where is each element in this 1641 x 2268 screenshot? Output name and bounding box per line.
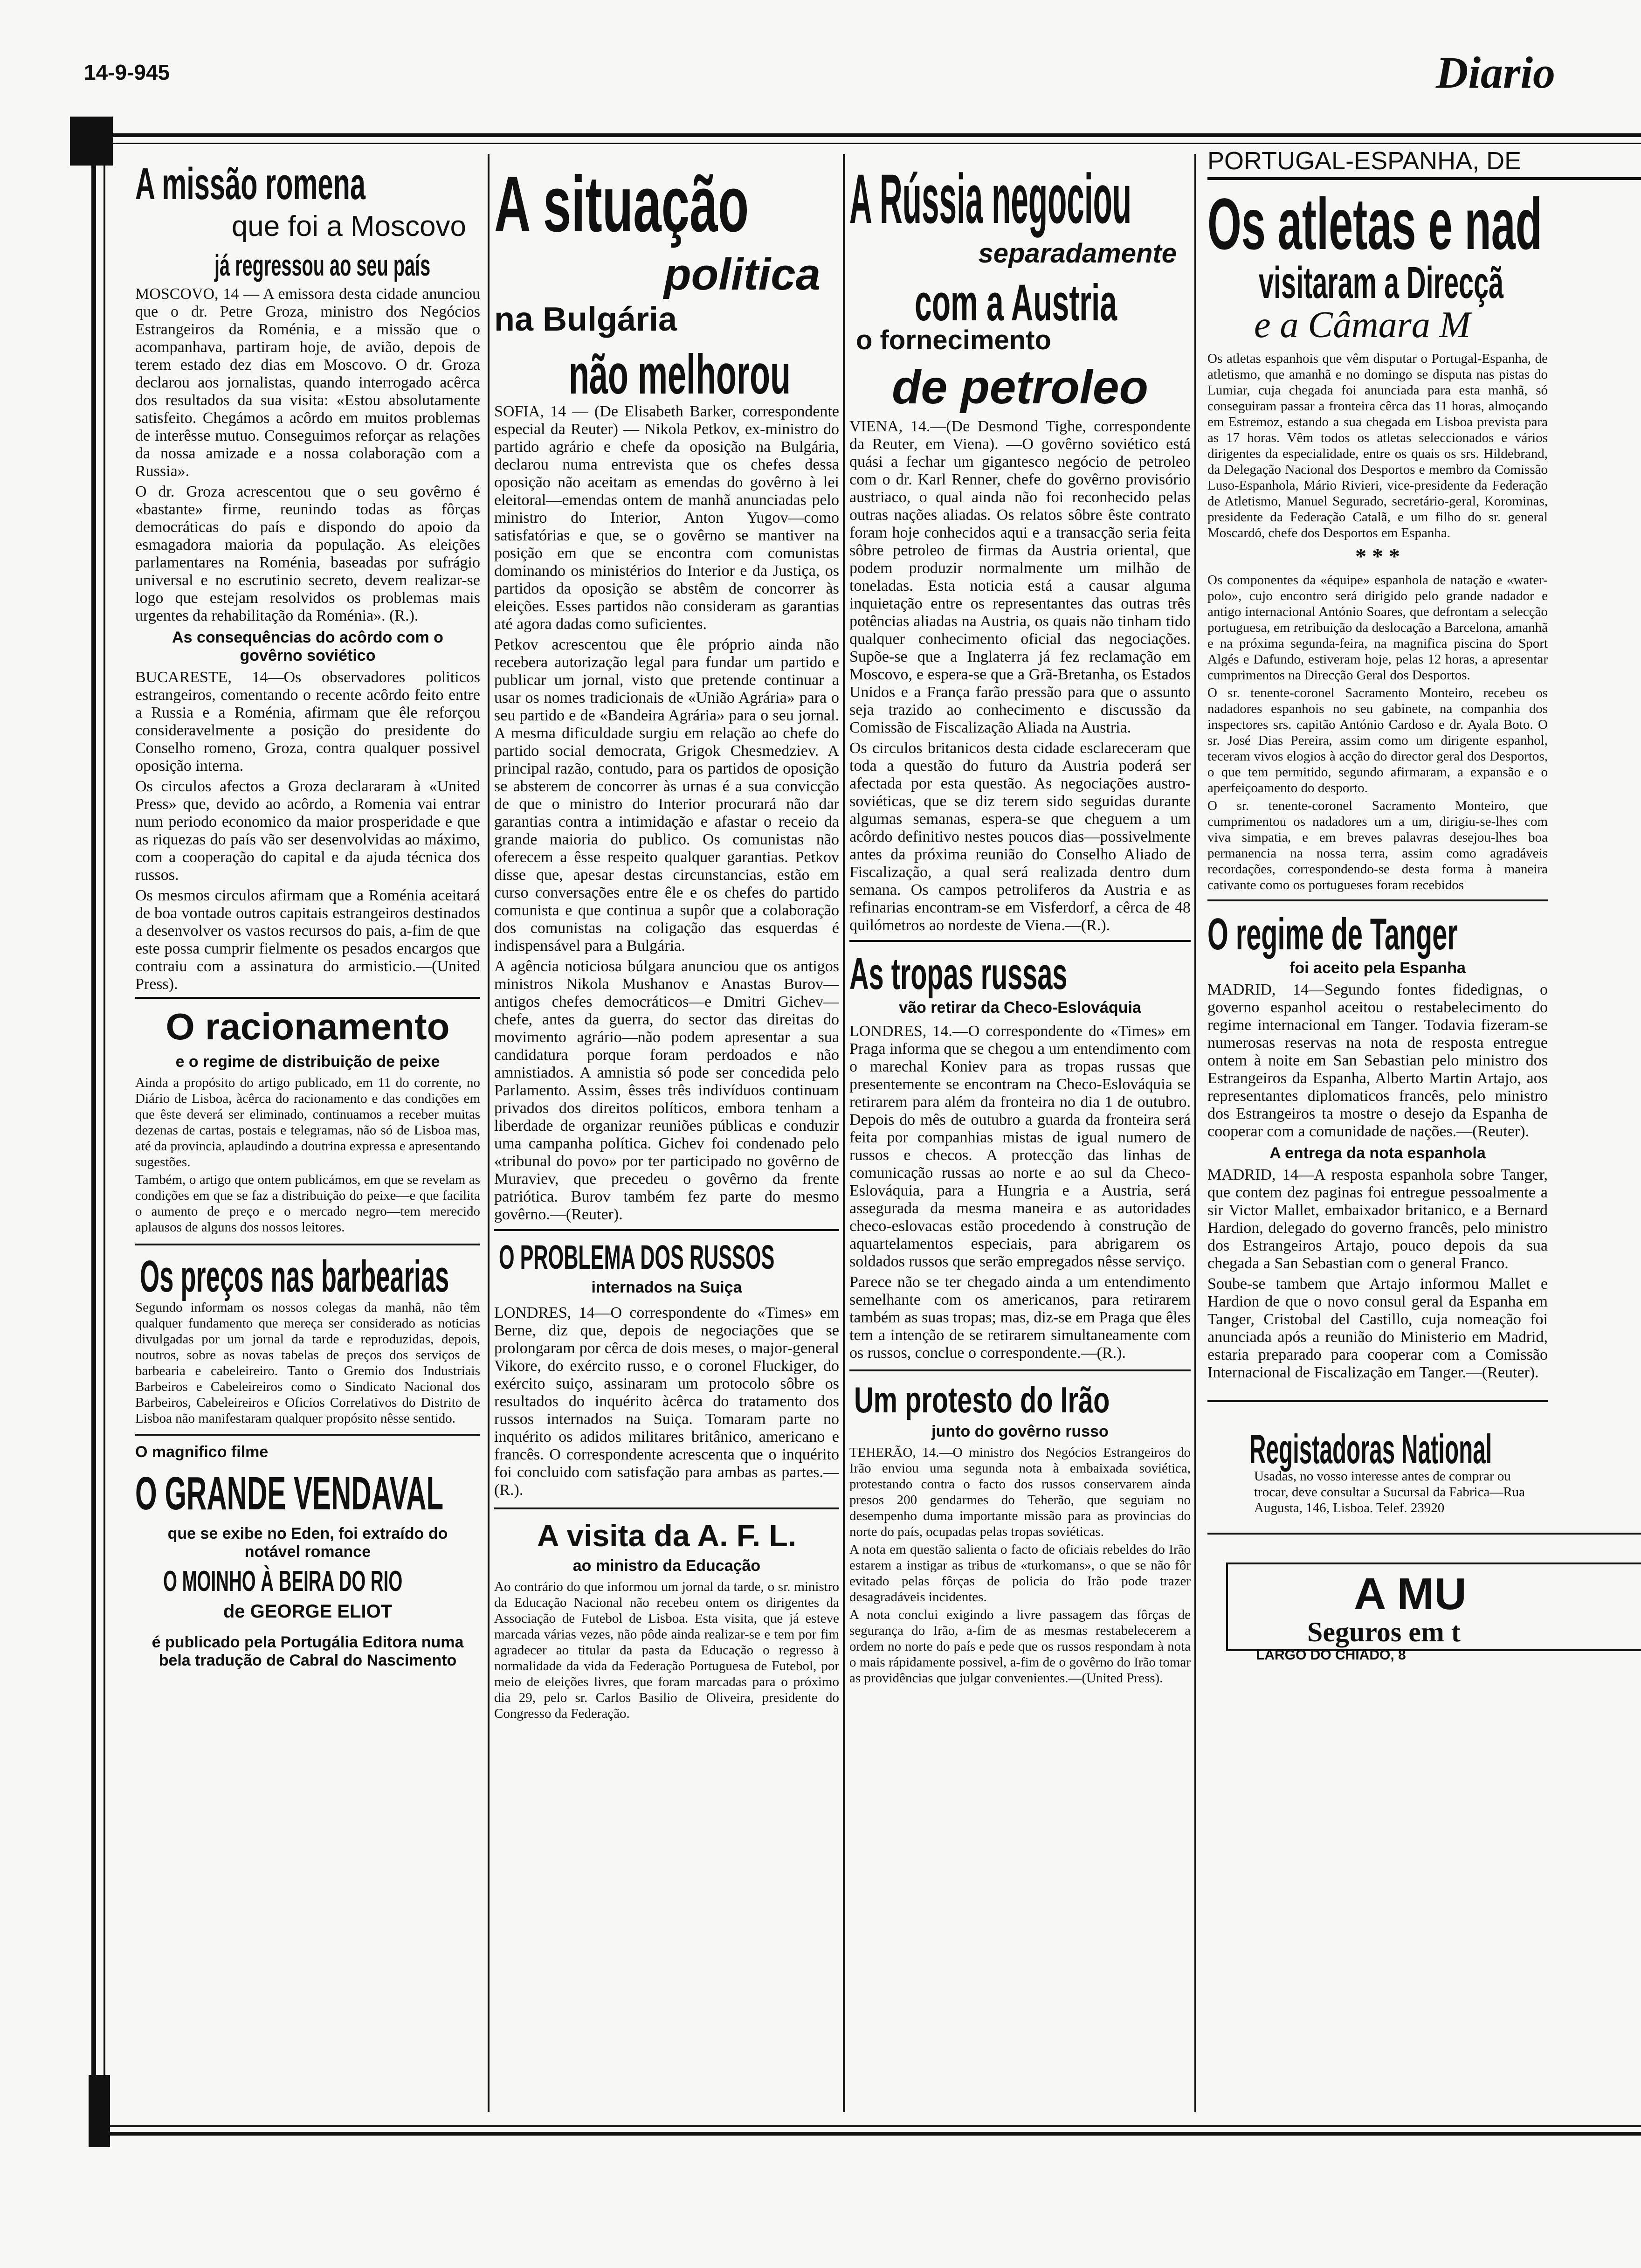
irao-body-2: A nota em questão salienta o facto de oficiais rebeldes do Irão estarem a instigar as tribus de «turkomans», o que se não fôr evitado pelas fôrças de policia do Irão pode trazer desagradáveis incidentes. <box>849 1542 1191 1604</box>
seguros-ad-title: A MU <box>1354 1569 1467 1619</box>
situacao-headline-3: na Bulgária <box>494 301 677 338</box>
left-rule-2 <box>103 163 105 2103</box>
seguros-ad-address: LARGO DO CHIADO, 8 <box>1256 1647 1406 1663</box>
situacao-headline-4: não melhorou <box>569 343 791 406</box>
barbearias-headline: Os preços nas barbearias <box>140 1252 449 1301</box>
column-1 <box>135 159 480 2122</box>
situacao-body-2: Petkov acrescentou que êle próprio ainda não recebera autorização legal para fundar um partido e publicar um jornal, visto que pretende continuar a usar os nomes tradicionais de «União Agrária» para o seu partido e de «Bandeira Agrária» para o seu jornal. A mesma dificuldade surgiu em relação ao chefe do partido social democrata, Grigok Chesmedziev. A principal razão, contudo, para os partidos de oposição se absterem de concorrer às urnas é a sua convicção de que o ministro do Interior procurará não dar garantias contra a intimidação e afastar o receio da grande maioria do publico. Os comunistas não oferecem a êsse respeito qualquer garantias. Petkov disse que, apesar destas circunstancias, estão em curso conversações entre êle e os chefes do partido comunista e que continua a supôr que a colaboração dos comunistas na coligação das esquerdas é indispensável para a Bulgária. <box>494 636 839 954</box>
registadoras-ad-title: Registadoras National <box>1249 1426 1492 1472</box>
divider <box>135 997 480 999</box>
romena-body-5: Os mesmos circulos afirmam que a Roménia aceitará de boa vontade outros capitais estrangeiros destinados a desenvolver os vastos recursos do pais, a-fim de que este possa cumprir fielmente os pesados encargos que contraiu com a assinatura do armisticio.—(United Press). <box>135 887 480 993</box>
racionamento-headline: O racionamento <box>165 1006 450 1047</box>
registadoras-ad-body: Usadas, no vosso interesse antes de comprar ou trocar, deve consultar a Sucursal da Fabrica—Rua Augusta, 146, Lisboa. Telef. 23920 <box>1254 1469 1525 1515</box>
romena-body-3: BUCARESTE, 14—Os observadores politicos estrangeiros, comentando o recente acôrdo feito entre a Russia e a Roménia, afirmam que êle reforçou consideravelmente a posição do presidente do Conselho romeno, Groza, contra qualquer possivel oposição interna. <box>135 669 480 774</box>
divider <box>849 1369 1191 1371</box>
tropas-subhead: vão retirar da Checo-Eslováquia <box>899 999 1141 1016</box>
situacao-body-1: SOFIA, 14 — (De Elisabeth Barker, correspondente especial da Reuter) — Nikola Petkov, ex-ministro do partido agrário e chefe da oposição na Bulgária, declarou numa entrevista que os chefes dessa oposição não aceitam as emendas do govêrno à lei eleitoral—emendas ontem de manhã anunciadas pelo ministro do Interior, Anton Yugov—como satisfatórias e que, se o govêrno se mantiver na posição em que se encontra com comunistas dominando os ministérios do Interior e da Justiça, os partidos da oposição se abstêm de concorrer às eleições. Esses partidos não consideram as garantias até agora dadas como suficientes. <box>494 403 839 633</box>
russia-headline-2: separadamente <box>978 238 1177 269</box>
afl-body: Ao contrário do que informou um jornal da tarde, o sr. ministro da Educação Nacional não recebeu ontem os dirigentes da Associação de Futebol de Lisboa. Esta visita, que já esteve marcada várias vezes, não pôde ainda realizar-se e tem por fim agradecer ao titular da pasta da Educação o regresso à normalidade da vida da Federação Portuguesa de Futebol, por meio de eleições livres, que foram marcadas para o próximo dia 29, pelo sr. Carlos Basilio de Oliveira, presidente do Congresso da Federação. <box>494 1579 839 1721</box>
romena-body-4: Os circulos afectos a Groza declararam à «United Press» que, devido ao acôrdo, a Romenia vai entrar num periodo economico da maior prosperidade e que as riquezas do país vão ser desenvolvidas ao máximo, com a cooperação do capital e da ajuda técnica dos russos. <box>135 778 480 884</box>
atletas-body-1: Os atletas espanhois que vêm disputar o Portugal-Espanha, de atletismo, que amanhã e no domingo se disputa nas pistas do Lumiar, cuja chegada foi anunciada para esta manhã, só conseguiram passar a fronteira cêrca das 11 horas, almoçando em Estremoz, estando a sua chegada em Lisboa prevista para as 17 horas. Vêm todos os atletas seleccionados e vários dirigentes da especialidade, entre os quais os srs. Hildebrand, da Delegação Nacional dos Desportos e membro da Comissão Luso-Espanhola, Mário Rivieri, vice-presidente da Federação de Atletismo, Manuel Segurado, secretário-geral, Korominas, presidente da Federação Catalã, e um filho do sr. general Moscardó, chefe dos Desportos em Espanha. <box>1207 351 1548 540</box>
bottom-rule-2 <box>110 2132 1641 2136</box>
atletas-body-3: O sr. tenente-coronel Sacramento Monteiro, recebeu os nadadores espanhois no seu gabinete, na companhia dos inspectores srs. capitão António Cardoso e dr. Ayala Boto. O sr. José Dias Pereira, assim como um dirigente espanhol, teceram vivos elogios à acção do director geral dos Desportos, o que tem permitido, segundo afirmaram, a expansão e o aperfeiçoamento do desporto. <box>1207 685 1548 795</box>
seguros-ad-sub: Seguros em t <box>1307 1617 1461 1647</box>
romena-body-1: MOSCOVO, 14 — A emissora desta cidade anunciou que o dr. Petre Groza, ministro dos Negócios Estrangeiros da Roménia, e a missão que o acompanhava, partiram hoje, de avião, depois de terem estado dez dias em Moscovo. O dr. Groza declarou aos jornalistas, quando interrogado acêrca dos resultados da sua visita: «Estou absolutamente satisfeito. Chegámos a acôrdo em muitos problemas de interêsse mutuo. Conseguimos reforçar as relações da nossa amizade e a nossa colaboração com a Russia». <box>135 285 480 480</box>
film-ad-title: O GRANDE VENDAVAL <box>135 1467 444 1520</box>
column-rule-2 <box>843 154 845 2112</box>
column-4 <box>1207 145 1641 2122</box>
film-ad-book-title: O MOINHO À BEIRA DO RIO <box>163 1565 403 1597</box>
tropas-body-1: LONDRES, 14.—O correspondente do «Times» em Praga informa que se chegou a um entendimento com o marechal Koniev para as tropas russas que presentemente se encontram na Checo-Eslováquia se retirarem para além da fronteira no dia 1 de outubro. Depois do mês de outubro a guarda da fronteira será feita por companhias mistas de igual numero de russos e checos. A protecção das linhas de comunicação russas ao norte e ao sul da Checo-Eslováquia, para a Hungria e a Austria, será assegurada da mesma maneira e as autoridades checo-eslovacas estão procedendo à construção de aquartelamentos especiais, para abrigarem os soldados russos que serão empregados nêsse serviço. <box>849 1023 1191 1270</box>
racionamento-body-2: Também, o artigo que ontem publicámos, em que se revelam as condições em que se faz a distribuição do peixe—e que facilita o aumento de preço e o mercado negro—tem merecido aplausos de alguns dos nossos leitores. <box>135 1172 480 1235</box>
top-rule <box>112 133 1641 137</box>
top-left-block <box>70 117 113 166</box>
film-ad-author: de GEORGE ELIOT <box>223 1601 393 1622</box>
russia-headline-3: com a Austria <box>915 274 1117 332</box>
tanger-subhead: foi aceito pela Espanha <box>1289 959 1466 977</box>
irao-headline: Um protesto do Irão <box>854 1379 1110 1420</box>
russia-body-2: Os circulos britanicos desta cidade esclareceram que toda a questão do futuro da Austria poderá ser afectada por esta questão. As negociações austro-soviéticas, que se diz terem sido seguidas durante algumas semanas, espera-se que cheguem a um acôrdo definitivo nestes poucos dias—possivelmente antes da próxima reunião do Conselho Aliado de Fiscalização, a qual será realizada dentro dum semana. Os campos petroliferos da Austria e as refinarias encontram-se em Visferdorf, a cêrca de 48 quilómetros ao nordeste de Viena.—(R.). <box>849 740 1191 934</box>
tanger-body-2: MADRID, 14—A resposta espanhola sobre Tanger, que contem dez paginas foi entregue pessoalmente a sir Victor Mallet, embaixador britanico, e a Bernard Hardion, delegado do governo francês, pelo ministro dos Estrangeiros Artajo, pouco depois da sua chegada a San Sebastian com o general Franco. <box>1207 1166 1548 1272</box>
tanger-headline: O regime de Tanger <box>1207 909 1458 959</box>
divider <box>1207 899 1548 901</box>
column-rule-3 <box>1194 154 1196 2112</box>
stars-separator: * * * <box>1355 544 1400 569</box>
tropas-body-2: Parece não se ter chegado ainda a um entendimento semelhante com os americanos, para retirarem também as suas tropas; mas, diz-se em Praga que êles tem a intenção de se retirarem simultaneamente com os russos, conclue o correspondente.—(R.). <box>849 1273 1191 1362</box>
tanger-body-3: Soube-se tambem que Artajo informou Mallet e Hardion de que o novo consul geral da Espanha em Tanger, Cristobal del Castillo, cuja nomeação foi anunciada após a reunião do Ministerio em Madrid, estaria preparado para cooperar com a Comissão Internacional de Fiscalização em Tanger.—(Reuter). <box>1207 1275 1548 1381</box>
barbearias-body: Segundo informam os nossos colegas da manhã, não têm qualquer fundamento que mereça ser considerado as noticias divulgadas por um jornal da tarde e reproduzidas, depois, noutros, sobre as novas tabelas de preços dos serviços de barbearia e cabeleireiro. Tanto o Gremio dos Industriais Barbeiros e Cabeleireiros como o Sindicato Nacional dos Barbeiros, Cabeleireiros e Oficios Correlativos do Distrito de Lisboa não manifestaram qualquer propósito nêsse sentido. <box>135 1300 480 1426</box>
afl-subhead: ao ministro da Educação <box>572 1557 761 1575</box>
film-ad-line-3: é publicado pela Portugália Editora numa bela tradução de Cabral do Nascimento <box>152 1633 464 1669</box>
romena-headline-3: já regressou ao seu país <box>214 249 431 282</box>
tropas-headline: As tropas russas <box>849 949 1068 999</box>
racionamento-body-1: Ainda a propósito do artigo publicado, em 11 do corrente, no Diário de Lisboa, àcêrca do racionamento e das condições em que êste deverá ser eliminado, continuamos a receber muitas dezenas de cartas, postais e telegramas, não só de Lisboa mas, até da provincia, aplaudindo a doutrina expressa e apresentando sugestões. <box>135 1075 480 1169</box>
divider <box>1207 1533 1641 1535</box>
atletas-headline-2: visitaram a Direcçã <box>1259 258 1504 308</box>
russia-body-1: VIENA, 14.—(De Desmond Tighe, correspondente da Reuter, em Viena). —O govêrno soviético está quási a fechar um gigantesco negócio de petroleo com o dr. Karl Renner, chefe do govêrno provisório austriaco, o qual ainda não foi reconhecido pelas outras nações aliadas. Os relatos sôbre êste contrato foram hoje conhecidos aqui e a transacção seria feita sôbre petroleo de firmas da Austria oriental, que podem produzir normalmente um milhão de toneladas. Esta noticia está a causar alguma inquietação entre os representantes das outras três potências aliadas na Austria, os quais não tinham tido qualquer conhecimento oficial das negociações. Supõe-se que a Inglaterra já fez reclamação em Moscovo, e espera-se que a Grã-Bretanha, os Estados Unidos e a França farão pressão para que o assunto seja trazido ao conhecimento e discussão da Comissão de Fiscalização Aliada na Austria. <box>849 418 1191 736</box>
film-ad-line-1: O magnifico filme <box>135 1443 269 1461</box>
irao-subhead: junto do govêrno russo <box>931 1423 1109 1440</box>
divider <box>494 1229 839 1231</box>
masthead-logo: Diario <box>1436 48 1556 97</box>
divider <box>494 1507 839 1509</box>
racionamento-subhead: e o regime de distribuição de peixe <box>175 1053 440 1071</box>
bottom-rule <box>110 2125 1641 2127</box>
romena-subhead: As consequências do acôrdo com o govêrno soviético <box>172 629 443 664</box>
left-rule <box>91 163 96 2103</box>
divider <box>849 940 1191 942</box>
column-3 <box>849 159 1191 2122</box>
seguros-ad-box <box>1226 1563 1641 1663</box>
situacao-body-3: A agência noticiosa búlgara anunciou que os antigos ministros Nikola Mushanov e Anastas Burov—antigos chefes democráticos—e Dmitri Gichev—chefe, antes da guerra, do sector das direitas do movimento agrário—não podem apresentar a sua candidatura porque foram perdoados e não amnistiados. A amnistia só pode ser concedida pelo Parlamento. Assim, êsses três indivíduos continuam privados dos direitos políticos, embora tenham a liberdade de organizar reuniões públicas e conduzir uma campanha política. Gichev foi condenado pelo «tribunal do povo» por ter participado no govêrno de Muraviev, que precedeu o govêrno da frente patriótica. Burov também fez parte do mesmo govêrno.—(Reuter). <box>494 958 839 1223</box>
atletas-kicker: PORTUGAL-ESPANHA, DE <box>1207 147 1522 175</box>
column-2 <box>494 159 839 2122</box>
russia-headline-4: o fornecimento <box>856 325 1051 355</box>
divider <box>1207 1400 1548 1402</box>
romena-headline-2: que foi a Moscovo <box>231 210 466 242</box>
romena-body-2: O dr. Groza acrescentou que o seu govêrno é «bastante» firme, reunindo todas as fôrças democráticas do país e dispondo do apoio da esmagadora maioria da população. As eleições parlamentares na Roménia, baseadas por sufrágio universal e no escrutinio secreto, devem realizar-se logo que estejam resolvidos os problemas mais urgentes da rehabilitação da Roménia». (R.). <box>135 483 480 624</box>
situacao-headline: A situação <box>494 160 749 249</box>
film-ad-line-2: que se exibe no Eden, foi extraído do notável romance <box>167 1525 448 1561</box>
tanger-subhead-2: A entrega da nota espanhola <box>1269 1144 1486 1162</box>
russos-subhead: internados na Suiça <box>591 1279 742 1296</box>
situacao-headline-2: politica <box>663 249 820 299</box>
russos-body: LONDRES, 14—O correspondente do «Times» em Berne, diz que, depois de negociações que se prolongaram por cêrca de dois meses, o major-general Vikore, do exército russo, e o coronel Fluckiger, do exército suiço, assinaram um protocolo sôbre os resultados do inquérito àcêrca do tratamento dos russos internados na Suiça. Tomaram parte no inquérito os adidos militares britânico, americano e francês. O correspondente acrescenta que o inquérito foi concluido com satisfação para ambas as partes.—(R.). <box>494 1304 839 1499</box>
atletas-body-2: Os componentes da «équipe» espanhola de natação e «water-polo», cujo encontro será dirigido pelo grande nadador e antigo internacional António Soares, que defrontam a selecção portuguesa, em retribuição da deslocação a Barcelona, amanhã e na próxima segunda-feira, na magnifica piscina do Sport Algés e Dafundo, estiveram hoje, pelas 12 horas, a apresentar cumprimentos na Direcção Geral dos Desportos. <box>1207 573 1548 683</box>
russos-headline: O PROBLEMA DOS RUSSOS <box>499 1239 775 1276</box>
afl-headline: A visita da A. F. L. <box>537 1518 797 1553</box>
irao-body-3: A nota conclui exigindo a livre passagem das fôrças de segurança do Irão, a-fim de as mesmas restabelecerem a ordem no norte do país e pede que os russos respondam à nota o mais rápidamente possivel, a-fim de o govêrno do Irão tomar as providências que julgar convenientes.—(United Press). <box>849 1607 1191 1686</box>
irao-body-1: TEHERÃO, 14.—O ministro dos Negócios Estrangeiros do Irão enviou uma segunda nota à embaixada soviética, protestando contra o facto dos russos conservarem ainda presos 200 gendarmes do Teherão, que seguiam no desempenho duma importante missão para as provincias do norte do país, ocupadas pelas tropas soviéticas. <box>849 1445 1191 1539</box>
divider <box>1207 177 1641 180</box>
bottom-left-block <box>89 2075 110 2147</box>
top-rule-2 <box>112 143 1641 144</box>
atletas-body-4: O sr. tenente-coronel Sacramento Monteiro, que cumprimentou os nadadores um a um, dirigiu-se-lhes com viva simpatia, e em breves palavras desejou-lhes boa permanencia na nossa terra, assim como agradáveis recordações, correspondendo-se desta forma à maneira cativante como os portugueses foram recebidos <box>1207 798 1548 892</box>
atletas-headline-3: e a Câmara M <box>1254 304 1471 346</box>
atletas-headline: Os atletas e nad <box>1207 184 1542 265</box>
russia-headline: A Rússia negociou <box>849 159 1132 238</box>
romena-headline: A missão romena <box>135 159 365 209</box>
page-date: 14-9-945 <box>84 60 170 84</box>
russia-headline-5: de petroleo <box>892 360 1148 414</box>
divider <box>135 1434 480 1436</box>
tanger-body-1: MADRID, 14—Segundo fontes fidedignas, o governo espanhol aceitou o restabelecimento do regime internacional em Tanger. Todavia fizeram-se numerosas reservas na nota de resposta entregue ontem à noite em San Sebastian pelo ministro dos Estrangeiros da Espanha, Alberto Martin Artajo, aos representantes diplomaticos francês, pelo ministro dos Estrangeiros ta mostre o desejo da Espanha de cooperar com a comunidade de nações.—(Reuter). <box>1207 981 1548 1140</box>
column-rule-1 <box>488 154 490 2112</box>
divider <box>135 1244 480 1245</box>
